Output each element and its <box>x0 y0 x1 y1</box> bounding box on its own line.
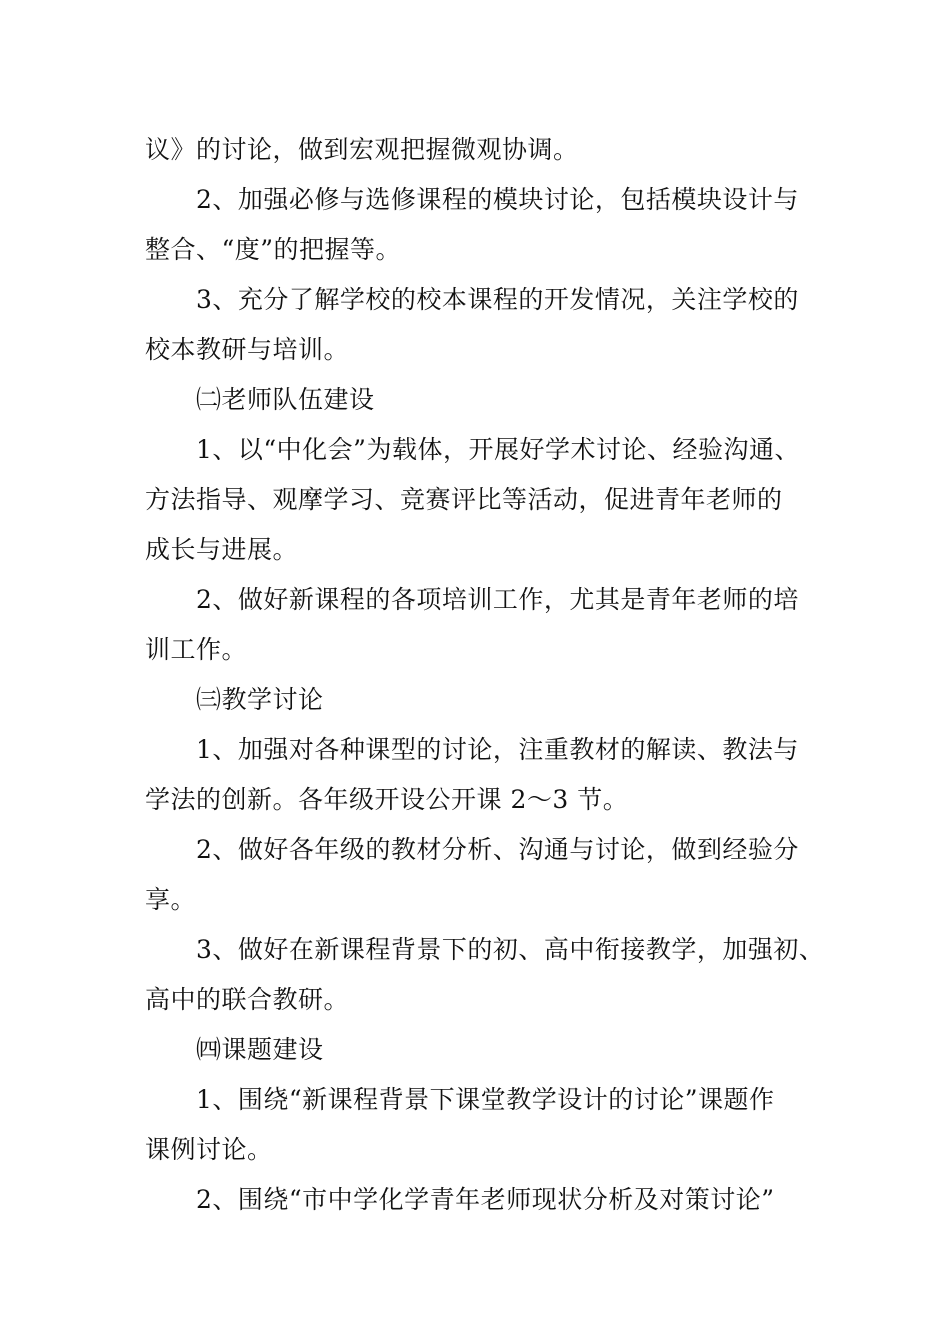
text-line: 高中的联合教研。 <box>145 985 350 1014</box>
text-line: 议》的讨论，做到宏观把握微观协调。 <box>145 135 579 164</box>
section-heading: ㈢教学讨论 <box>196 685 324 714</box>
text-line: 2、做好各年级的教材分析、沟通与讨论，做到经验分 <box>196 835 799 864</box>
text-line: 方法指导、观摩学习、竞赛评比等活动，促进青年老师的 <box>145 485 783 514</box>
text-line: 整合、“度”的把握等。 <box>145 235 402 264</box>
text-line: 课例讨论。 <box>145 1135 273 1164</box>
text-line: 享。 <box>145 885 197 914</box>
text-line: 1、加强对各种课型的讨论，注重教材的解读、教法与 <box>196 735 799 764</box>
text-line: 2、围绕“市中学化学青年老师现状分析及对策讨论” <box>196 1185 775 1214</box>
text-line: 3、做好在新课程背景下的初、高中衔接教学，加强初、 <box>196 935 825 964</box>
text-line: 学法的创新。各年级开设公开课 2～3 节。 <box>145 785 629 814</box>
text-line: 2、加强必修与选修课程的模块讨论，包括模块设计与 <box>196 185 799 214</box>
text-line: 2、做好新课程的各项培训工作，尤其是青年老师的培 <box>196 585 799 614</box>
text-line: 训工作。 <box>145 635 248 664</box>
section-heading: ㈡老师队伍建设 <box>196 385 375 414</box>
section-heading: ㈣课题建设 <box>196 1035 324 1064</box>
text-line: 1、以“中化会”为载体，开展好学术讨论、经验沟通、 <box>196 435 800 464</box>
text-line: 1、围绕“新课程背景下课堂教学设计的讨论”课题作 <box>196 1085 775 1114</box>
text-line: 校本教研与培训。 <box>145 335 350 364</box>
text-line: 成长与进展。 <box>145 535 299 564</box>
text-line: 3、充分了解学校的校本课程的开发情况，关注学校的 <box>196 285 799 314</box>
